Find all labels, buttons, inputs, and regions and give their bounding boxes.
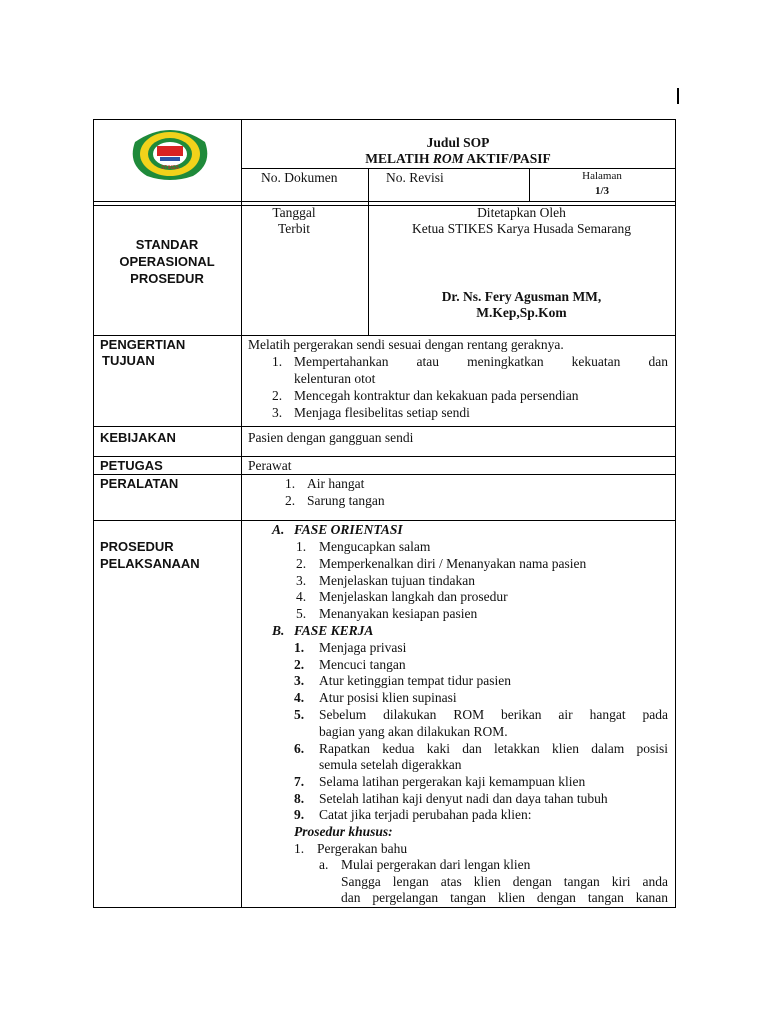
- petugas-text: Perawat: [248, 458, 292, 473]
- stikes-logo: [127, 124, 213, 180]
- no-revisi-label: No. Revisi: [386, 170, 444, 185]
- petugas-label: PETUGAS: [100, 458, 163, 473]
- list-number: 9.: [294, 807, 305, 822]
- khusus-paragraph-line2: dan pergelangan tangan klien dengan tangan kanan: [341, 890, 668, 905]
- list-item: Setelah latihan kaji denyut nadi dan daya tahan tubuh: [319, 791, 608, 806]
- list-number: 2.: [272, 388, 283, 403]
- peralatan-label: PERALATAN: [100, 476, 179, 491]
- list-item: Selama latihan pergerakan kaji kemampuan klien: [319, 774, 586, 789]
- list-item: Memperkenalkan diri / Menanyakan nama pasien: [319, 556, 587, 571]
- list-item: Atur ketinggian tempat tidur pasien: [319, 673, 511, 688]
- sop-label-line2: OPERASIONAL: [119, 254, 215, 269]
- svg-text:STIKES: STIKES: [161, 165, 179, 171]
- list-item: Rapatkan kedua kaki dan letakkan klien dalam posisi: [319, 741, 668, 756]
- list-number: 1.: [285, 476, 296, 491]
- list-number: 8.: [294, 791, 305, 806]
- list-number: 1.: [272, 354, 283, 369]
- list-number: 3.: [296, 573, 307, 588]
- list-item: Mencegah kontraktur dan kekakuan pada persendian: [294, 388, 579, 403]
- list-number: 2.: [294, 657, 305, 672]
- list-number: 4.: [296, 589, 307, 604]
- list-number: 7.: [294, 774, 305, 789]
- no-dokumen-label: No. Dokumen: [261, 170, 338, 185]
- prosedur-khusus-title: Prosedur khusus:: [294, 824, 393, 839]
- sub-letter: a.: [319, 857, 329, 872]
- tujuan-label: TUJUAN: [102, 353, 155, 368]
- khusus-paragraph-line1: Sangga lengan atas klien dengan tangan kiri anda: [341, 874, 668, 889]
- sop-label-line3: PROSEDUR: [130, 271, 204, 286]
- prosedur-label-line2: PELAKSANAAN: [100, 556, 200, 571]
- pengertian-label: PENGERTIAN: [100, 337, 186, 352]
- text-cursor: [677, 88, 679, 104]
- ditetapkan-label: Ditetapkan Oleh: [477, 205, 566, 220]
- list-number: 2.: [296, 556, 307, 571]
- list-item-cont: bagian yang akan dilakukan ROM.: [319, 724, 508, 739]
- list-item: Sarung tangan: [307, 493, 385, 508]
- halaman-value: 1/3: [594, 185, 610, 197]
- list-item: Mencuci tangan: [319, 657, 406, 672]
- list-item: Air hangat: [307, 476, 365, 491]
- list-number: 5.: [294, 707, 305, 722]
- list-item: Sebelum dilakukan ROM berikan air hangat pada: [319, 707, 668, 722]
- sub-item: Mulai pergerakan dari lengan klien: [341, 857, 531, 872]
- list-item: Menjelaskan tujuan tindakan: [319, 573, 475, 588]
- pengertian-text: Melatih pergerakan sendi sesuai dengan rentang geraknya.: [248, 337, 564, 352]
- list-item: Atur posisi klien supinasi: [319, 690, 457, 705]
- list-number: 4.: [294, 690, 305, 705]
- list-item: Mempertahankan atau meningkatkan kekuatan dan: [294, 354, 668, 369]
- sop-title: Judul SOP: [426, 135, 490, 150]
- list-number: 3.: [272, 405, 283, 420]
- list-item: Menjelaskan langkah dan prosedur: [319, 589, 508, 604]
- kebijakan-label: KEBIJAKAN: [100, 430, 176, 445]
- signer-name: Dr. Ns. Fery Agusman MM,: [441, 289, 602, 304]
- list-item-cont: kelenturan otot: [294, 371, 376, 386]
- list-number: 1.: [296, 539, 307, 554]
- list-item: Menjaga privasi: [319, 640, 407, 655]
- section-a-letter: A.: [272, 522, 285, 537]
- list-item: Mengucapkan salam: [319, 539, 431, 554]
- halaman-label: Halaman: [582, 170, 622, 182]
- sop-label-line1: STANDAR: [135, 237, 199, 252]
- list-number: 1.: [294, 841, 305, 856]
- tanggal-label: Tanggal: [272, 205, 316, 220]
- section-b-title: FASE KERJA: [294, 623, 374, 638]
- list-number: 3.: [294, 673, 305, 688]
- terbit-label: Terbit: [277, 221, 311, 236]
- list-number: 1.: [294, 640, 305, 655]
- ketua-label: Ketua STIKES Karya Husada Semarang: [412, 221, 631, 236]
- list-item: Pergerakan bahu: [317, 841, 408, 856]
- prosedur-label-line1: PROSEDUR: [100, 539, 174, 554]
- list-item-cont: semula setelah digerakkan: [319, 757, 462, 772]
- sop-subtitle: MELATIH ROM AKTIF/PASIF: [365, 151, 551, 166]
- list-number: 5.: [296, 606, 307, 621]
- list-number: 6.: [294, 741, 305, 756]
- section-a-title: FASE ORIENTASI: [294, 522, 403, 537]
- list-item: Menjaga flesibelitas setiap sendi: [294, 405, 470, 420]
- list-item: Menanyakan kesiapan pasien: [319, 606, 478, 621]
- kebijakan-text: Pasien dengan gangguan sendi: [248, 430, 414, 445]
- list-number: 2.: [285, 493, 296, 508]
- section-b-letter: B.: [272, 623, 285, 638]
- list-item: Catat jika terjadi perubahan pada klien:: [319, 807, 532, 822]
- signer-title: M.Kep,Sp.Kom: [476, 305, 567, 320]
